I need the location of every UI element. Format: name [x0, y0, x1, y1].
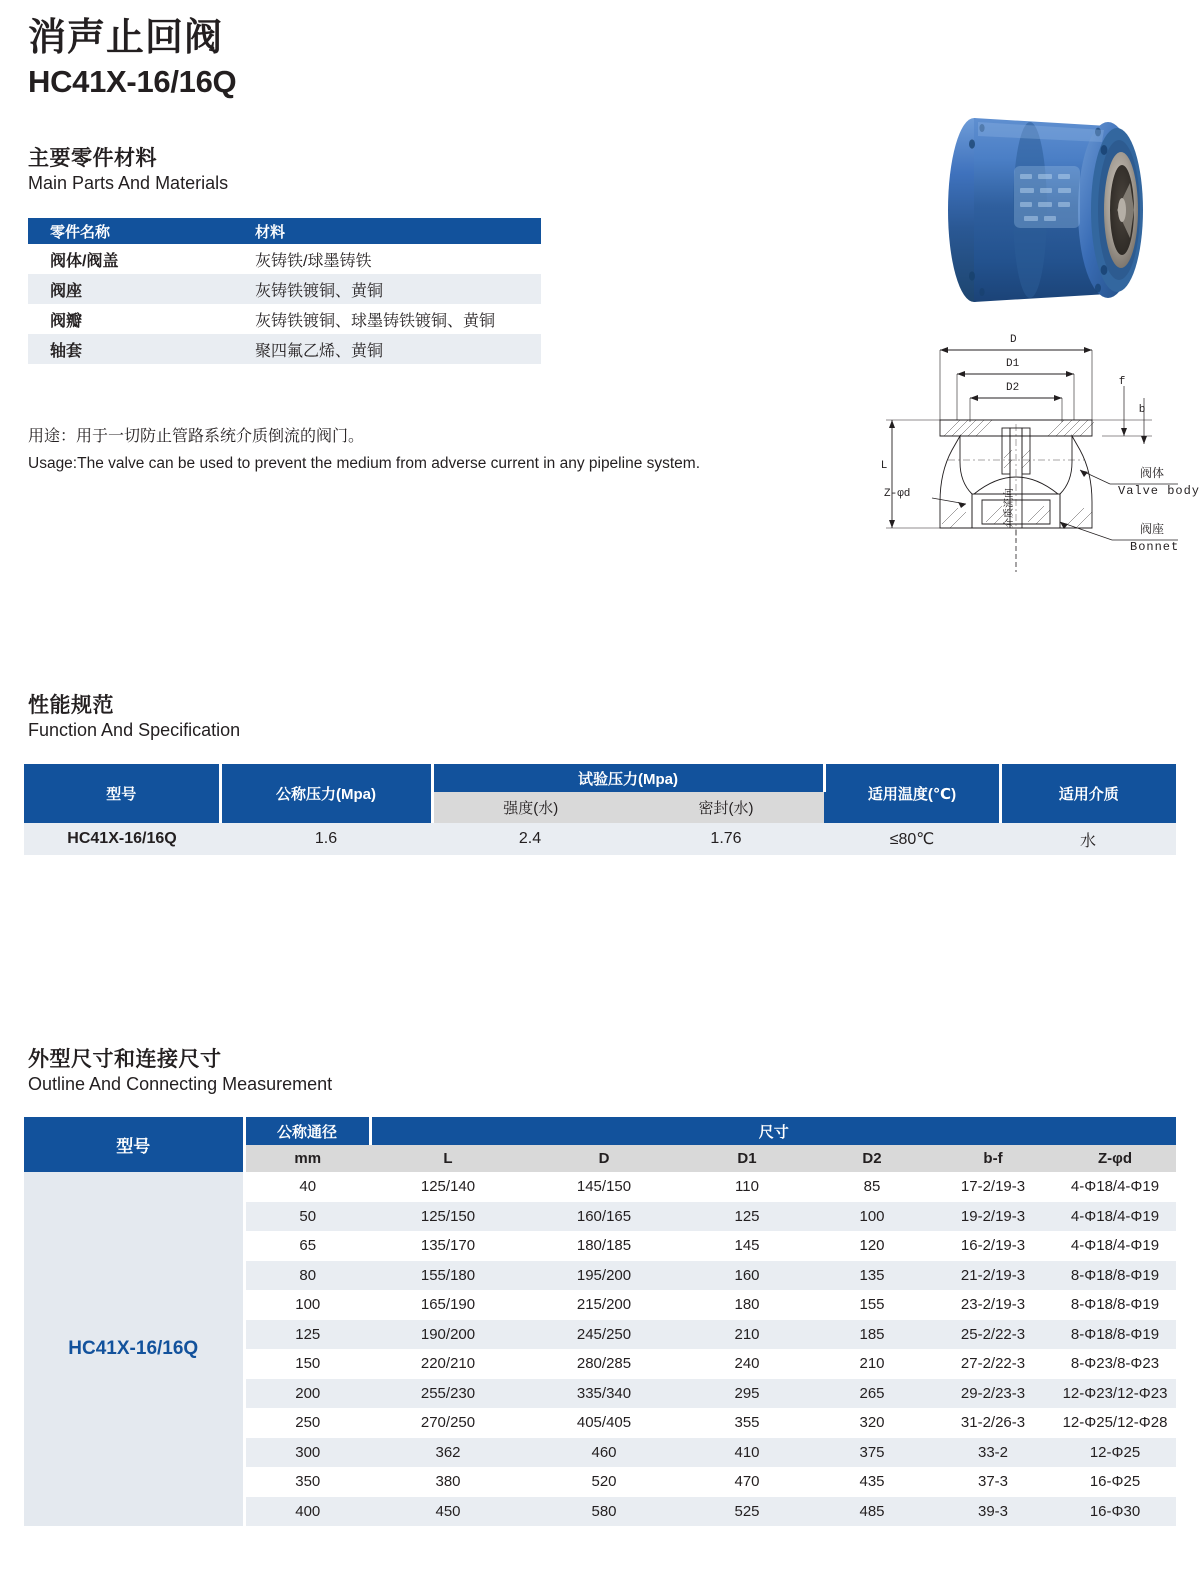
dimension-value-dn: 80: [299, 1266, 317, 1284]
dimension-value-L: 362: [435, 1443, 461, 1461]
dimension-value-dn: 150: [295, 1355, 321, 1373]
materials-heading-cn: 主要零件材料: [28, 147, 157, 170]
dimension-value-L: 220/210: [420, 1355, 476, 1373]
dim-label-D: D: [1010, 334, 1017, 346]
table-row: [28, 304, 541, 334]
dimension-value-L: 165/190: [420, 1296, 476, 1314]
spec-section-heading: [28, 693, 240, 743]
spec-subcol-strength: 强度(水): [432, 792, 628, 823]
dimension-value-dn: 200: [295, 1384, 321, 1402]
dimension-value-D1: 355: [734, 1414, 760, 1432]
dimension-value-zd: 4-Φ18/4-Φ19: [1070, 1207, 1160, 1225]
dimension-value-zd: 16-Φ30: [1089, 1502, 1141, 1520]
table-row: [28, 334, 541, 364]
dimension-subcol-L: L: [370, 1145, 526, 1172]
dimension-value-bf: 29-2/23-3: [960, 1384, 1026, 1402]
spec-heading-en: Function And Specification: [28, 720, 241, 741]
spec-value-nominal-pressure: 1.6: [220, 823, 432, 855]
dimension-subcol-zd: Z-φd: [1054, 1145, 1176, 1172]
usage-block: [28, 423, 788, 477]
spec-col-temperature: 适用温度(℃): [824, 764, 1000, 823]
spec-heading-cn: 性能规范: [28, 694, 114, 717]
spec-col-model: 型号: [24, 764, 220, 823]
dimension-value-D: 180/185: [576, 1237, 632, 1255]
dimension-value-bf: 31-2/26-3: [960, 1414, 1026, 1432]
dimension-value-L: 190/200: [420, 1325, 476, 1343]
dimension-value-D2: 85: [863, 1178, 881, 1196]
dimension-value-bf: 17-2/19-3: [960, 1178, 1026, 1196]
check-valve-image: [912, 88, 1177, 333]
dimension-heading-en: Outline And Connecting Measurement: [28, 1074, 333, 1095]
dimension-value-L: 135/170: [420, 1237, 476, 1255]
dimension-value-zd: 8-Φ23/8-Φ23: [1070, 1355, 1160, 1373]
dimension-value-D: 335/340: [576, 1384, 632, 1402]
dimension-value-D2: 265: [859, 1384, 885, 1402]
table-row: [28, 274, 541, 304]
materials-col-material: 材料: [241, 218, 541, 244]
dim-label-D1: D1: [1006, 358, 1020, 370]
dim-label-Z-phi-d: Z-φd: [884, 488, 911, 500]
dimension-value-bf: 25-2/22-3: [960, 1325, 1026, 1343]
dimension-value-D: 215/200: [576, 1296, 632, 1314]
dimension-value-D: 280/285: [576, 1355, 632, 1373]
dimension-value-D: 160/165: [576, 1207, 632, 1225]
table-row: [24, 823, 1176, 855]
dimension-value-D: 245/250: [576, 1325, 632, 1343]
material-value: 灰铸铁/球墨铸铁: [241, 244, 541, 274]
materials-heading-en: Main Parts And Materials: [28, 173, 229, 194]
dimension-value-zd: 12-Φ25: [1089, 1443, 1141, 1461]
dimension-value-D2: 435: [859, 1473, 885, 1491]
spec-subcol-sealing: 密封(水): [628, 792, 824, 823]
dimension-value-L: 255/230: [420, 1384, 476, 1402]
dimension-value-D: 460: [591, 1443, 617, 1461]
dim-label-f: f: [1116, 376, 1128, 388]
dimension-value-dn: 300: [295, 1443, 321, 1461]
dim-label-D2: D2: [1006, 382, 1020, 394]
table-row: [28, 244, 541, 274]
page-model-code: HC41X-16/16Q: [28, 64, 237, 99]
dimension-value-D: 145/150: [576, 1178, 632, 1196]
dimension-value-D1: 125: [734, 1207, 760, 1225]
callout-valve-body-en: Valve body: [1118, 484, 1200, 498]
dimension-value-D2: 155: [859, 1296, 885, 1314]
page-title: 消声止回阀: [28, 17, 224, 59]
product-photo: [912, 88, 1177, 333]
dimension-value-bf: 39-3: [977, 1502, 1009, 1520]
dimension-col-nominal-diameter: 公称通径: [244, 1117, 370, 1145]
dimension-subcol-D: D: [526, 1145, 682, 1172]
spec-value-strength: 2.4: [432, 823, 628, 855]
material-part-name: 阀体/阀盖: [28, 244, 241, 274]
dimension-value-zd: 4-Φ18/4-Φ19: [1070, 1237, 1160, 1255]
dimension-value-D2: 320: [859, 1414, 885, 1432]
material-value: 灰铸铁镀铜、球墨铸铁镀铜、黄铜: [241, 304, 541, 334]
dimension-value-zd: 12-Φ23/12-Φ23: [1062, 1384, 1168, 1402]
materials-col-part: 零件名称: [28, 218, 241, 244]
materials-table-header-row: [28, 218, 541, 244]
dimension-model-cell: HC41X-16/16Q: [24, 1172, 244, 1526]
spec-col-test-pressure: 试验压力(Mpa): [432, 764, 824, 792]
dimension-value-L: 450: [435, 1502, 461, 1520]
dimension-value-zd: 8-Φ18/8-Φ19: [1070, 1325, 1160, 1343]
dimension-value-bf: 23-2/19-3: [960, 1296, 1026, 1314]
dimension-value-D1: 525: [734, 1502, 760, 1520]
material-value: 聚四氟乙烯、黄铜: [241, 334, 541, 364]
dimension-value-D2: 375: [859, 1443, 885, 1461]
dimension-value-D2: 485: [859, 1502, 885, 1520]
technical-drawing: [862, 332, 1200, 582]
dimension-value-D1: 410: [734, 1443, 760, 1461]
dimension-table-body: [24, 1172, 1176, 1526]
dimension-value-zd: 8-Φ18/8-Φ19: [1070, 1266, 1160, 1284]
dimension-value-bf: 16-2/19-3: [960, 1237, 1026, 1255]
dimension-section-heading: [28, 1047, 332, 1097]
dimension-col-model: 型号: [24, 1117, 244, 1172]
dimension-value-bf: 27-2/22-3: [960, 1355, 1026, 1373]
dimension-table: [24, 1117, 1176, 1526]
spec-value-temperature: ≤80℃: [824, 823, 1000, 855]
dimension-value-dn: 125: [295, 1325, 321, 1343]
dimension-value-bf: 37-3: [977, 1473, 1009, 1491]
dimension-col-dimensions: 尺寸: [370, 1117, 1176, 1145]
dimension-value-dn: 400: [295, 1502, 321, 1520]
dimension-value-D1: 145: [734, 1237, 760, 1255]
dimension-value-D: 195/200: [576, 1266, 632, 1284]
dimension-value-D1: 160: [734, 1266, 760, 1284]
dimension-value-D1: 470: [734, 1473, 760, 1491]
dimension-value-zd: 12-Φ25/12-Φ28: [1062, 1414, 1168, 1432]
dimension-value-zd: 16-Φ25: [1089, 1473, 1141, 1491]
dimension-header-row: [24, 1117, 1176, 1145]
usage-text-en: Usage:The valve can be used to prevent the medium from adverse current in any pipeline system.: [28, 454, 701, 472]
callout-bonnet-en: Bonnet: [1130, 540, 1180, 554]
dimension-value-dn: 100: [295, 1296, 321, 1314]
dimension-value-D2: 185: [859, 1325, 885, 1343]
spec-col-medium: 适用介质: [1000, 764, 1176, 823]
spec-value-model: HC41X-16/16Q: [24, 823, 220, 855]
specification-table: [24, 764, 1176, 855]
dimension-value-D: 520: [591, 1473, 617, 1491]
dimension-value-L: 155/180: [420, 1266, 476, 1284]
usage-text-cn: 用途：用于一切防止管路系统介质倒流的阀门。: [28, 428, 365, 445]
dimension-value-D1: 110: [735, 1178, 759, 1196]
spec-value-sealing: 1.76: [628, 823, 824, 855]
dimension-subcol-D2: D2: [812, 1145, 932, 1172]
dimension-value-D1: 240: [734, 1355, 760, 1373]
dimension-value-D1: 295: [734, 1384, 760, 1402]
dimension-value-D2: 100: [859, 1207, 885, 1225]
dimension-value-D: 580: [591, 1502, 617, 1520]
dimension-value-L: 380: [435, 1473, 461, 1491]
spec-col-nominal-pressure: 公称压力(Mpa): [220, 764, 432, 823]
dimension-value-dn: 65: [299, 1237, 317, 1255]
dimension-value-D2: 120: [859, 1237, 885, 1255]
material-part-name: 阀座: [28, 274, 241, 304]
materials-table: [28, 218, 541, 364]
dimension-value-D2: 210: [859, 1355, 885, 1373]
spec-value-medium: 水: [1000, 823, 1176, 855]
dimension-value-bf: 19-2/19-3: [960, 1207, 1026, 1225]
dimension-value-D1: 180: [734, 1296, 760, 1314]
material-value: 灰铸铁镀铜、黄铜: [241, 274, 541, 304]
dimension-value-L: 125/150: [420, 1207, 476, 1225]
material-part-name: 阀瓣: [28, 304, 241, 334]
dimension-heading-cn: 外型尺寸和连接尺寸: [28, 1048, 222, 1071]
dimension-value-L: 270/250: [420, 1414, 476, 1432]
material-part-name: 轴套: [28, 334, 241, 364]
dimension-subcol-bf: b-f: [932, 1145, 1054, 1172]
dimension-value-dn: 40: [299, 1178, 317, 1196]
spec-header-row: [24, 764, 1176, 792]
flow-direction-label: 介质流向: [1004, 488, 1015, 528]
dimension-value-D1: 210: [734, 1325, 760, 1343]
dimension-subcol-D1: D1: [682, 1145, 812, 1172]
dimension-value-zd: 4-Φ18/4-Φ19: [1070, 1178, 1160, 1196]
callout-valve-body-cn: 阀体: [1140, 466, 1165, 480]
table-row: [24, 1172, 1176, 1202]
dimension-value-dn: 350: [295, 1473, 321, 1491]
dimension-subcol-mm: mm: [244, 1145, 370, 1172]
dimension-value-dn: 250: [295, 1414, 321, 1432]
dimension-value-bf: 21-2/19-3: [960, 1266, 1026, 1284]
dimension-value-zd: 8-Φ18/8-Φ19: [1070, 1296, 1160, 1314]
callout-bonnet-cn: 阀座: [1140, 522, 1165, 536]
dim-label-b: b: [1136, 404, 1148, 416]
materials-section-heading: [28, 146, 228, 196]
dimension-value-bf: 33-2: [977, 1443, 1009, 1461]
dimension-value-D: 405/405: [576, 1414, 632, 1432]
dim-label-L: L: [878, 460, 890, 472]
dimension-value-D2: 135: [859, 1266, 885, 1284]
dimension-value-L: 125/140: [420, 1178, 476, 1196]
dimension-value-dn: 50: [299, 1207, 317, 1225]
